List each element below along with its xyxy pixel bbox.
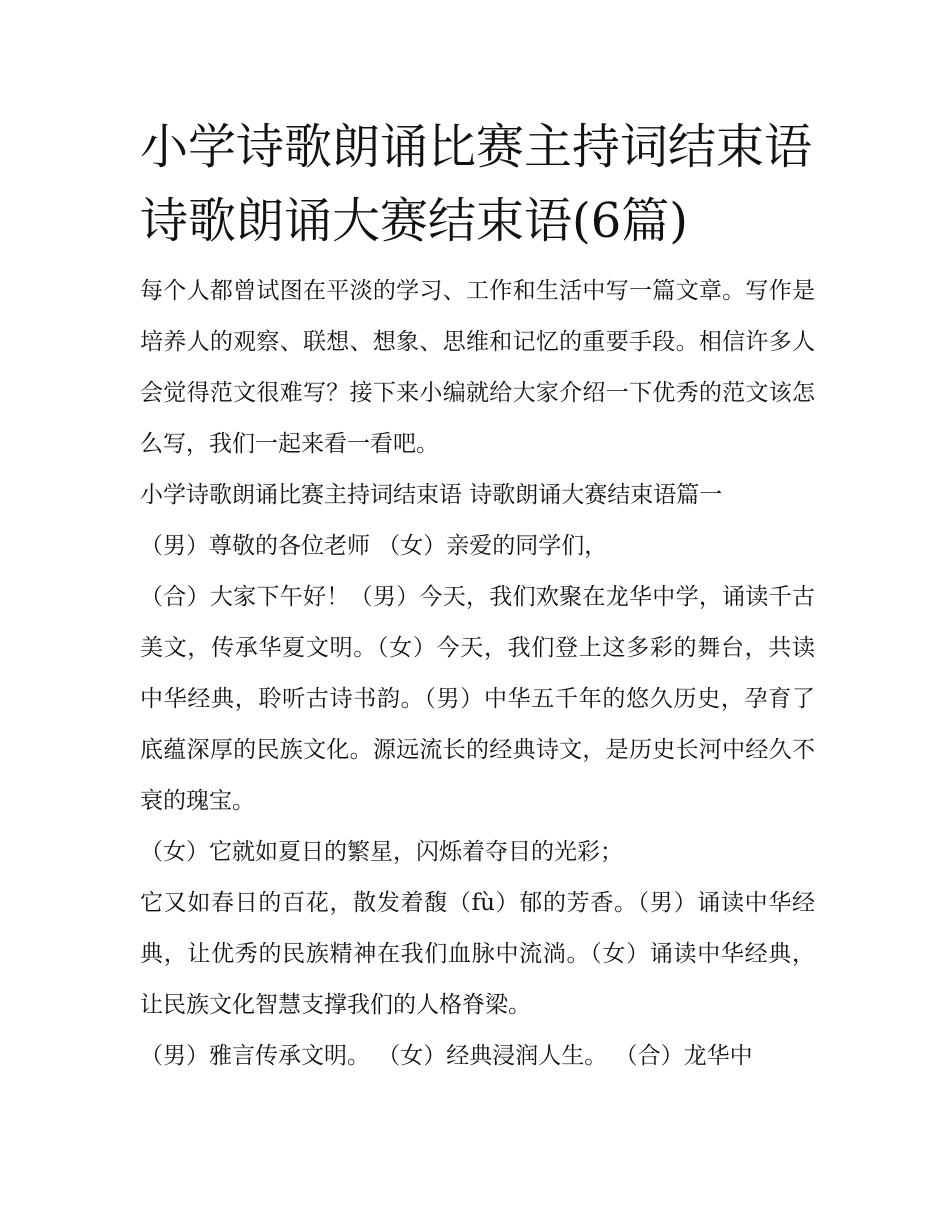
greeting-line: （男）尊敬的各位老师 （女）亲爱的同学们， — [140, 533, 608, 559]
title-block — [140, 110, 815, 258]
stars-line: （女）它就如夏日的繁星，闪烁着夺目的光彩； — [140, 839, 623, 865]
flowers-paragraph: 它又如春日的百花，散发着馥（fù）郁的芳香。（男）诵读中华经典，让优秀的民族精神在我们血脉中流淌。（女）诵读中华经典，让民族文化智慧支撑我们的人格脊梁。 — [140, 890, 815, 1018]
document-title: 小学诗歌朗诵比赛主持词结束语 诗歌朗诵大赛结束语(6篇) — [140, 119, 813, 249]
section-heading: 小学诗歌朗诵比赛主持词结束语 诗歌朗诵大赛结束语篇一 — [140, 482, 723, 508]
document-body — [140, 110, 815, 1082]
closing-line: （男）雅言传承文明。 （女）经典浸润人生。 （合）龙华中 — [140, 1043, 753, 1069]
opening-paragraph: （合）大家下午好！（男）今天，我们欢聚在龙华中学，诵读千古美文，传承华夏文明。（女）今天，我们登上这多彩的舞台，共读中华经典，聆听古诗书韵。（男）中华五千年的悠久历史，孕育了底蕴深厚的民族文化。源远流长的经典诗文，是历史长河中经久不衰的瑰宝。 — [140, 584, 815, 814]
intro-paragraph: 每个人都曾试图在平淡的学习、工作和生活中写一篇文章。写作是培养人的观察、联想、想象、思维和记忆的重要手段。相信许多人会觉得范文很难写？接下来小编就给大家介绍一下优秀的范文该怎么写，我们一起来看一看吧。 — [140, 278, 815, 457]
